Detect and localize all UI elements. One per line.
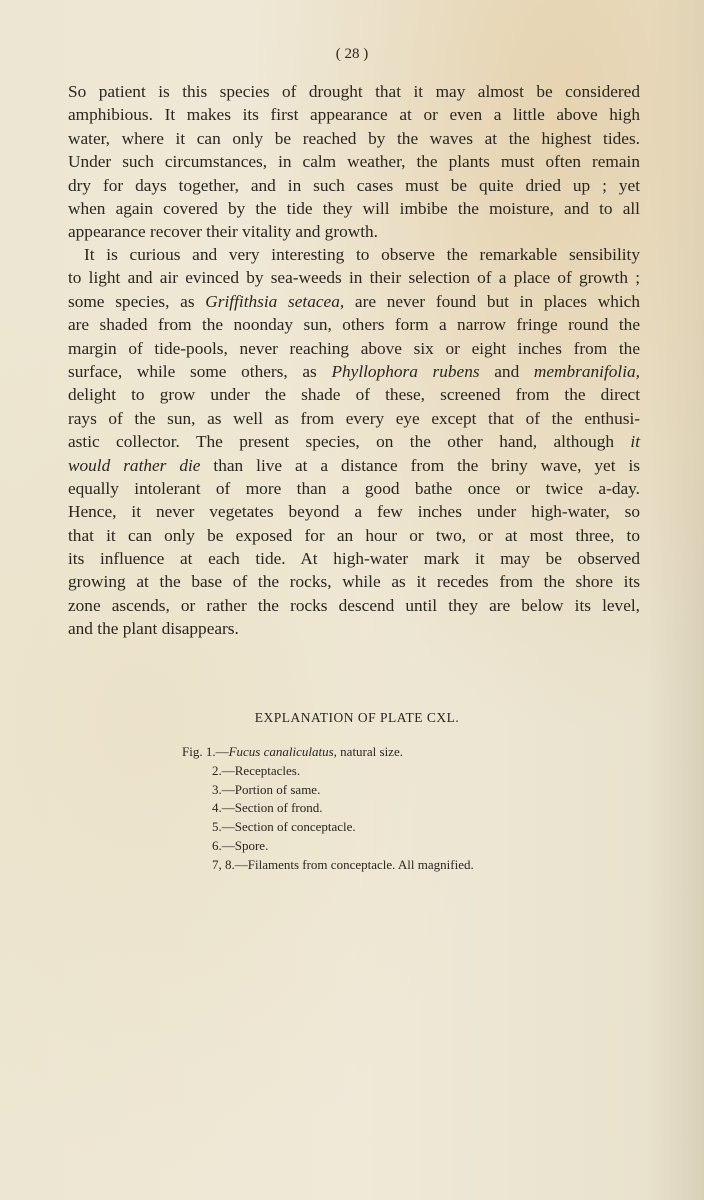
text-segment: natural size. — [336, 744, 403, 759]
text-segment: 2.—Receptacles. — [212, 762, 301, 778]
text-line — [68, 547, 640, 570]
figure-item — [182, 799, 474, 818]
text-segment: and — [479, 361, 534, 381]
text-segment: appearance recover their vitality and growth. — [68, 222, 378, 242]
text-segment: amphibious. It makes its first appearance at or even a little above high — [68, 105, 640, 125]
text-segment: 4.—Section of frond. — [212, 800, 323, 816]
text-line — [68, 594, 640, 617]
text-segment: growing at the base of the rocks, while as it recedes from the shore its — [68, 572, 640, 592]
text-segment: than live at a distance from the briny wave, yet is — [200, 455, 640, 475]
italic-text: would rather die — [68, 455, 201, 475]
text-segment: rays of the sun, as well as from every eye except that of the enthusi- — [68, 408, 640, 428]
text-segment: equally intolerant of more than a good bathe once or twice a-day. — [68, 478, 640, 498]
text-segment: to light and air evinced by sea-weeds in their selection of a place of growth ; — [68, 268, 640, 288]
text-segment: So patient is this species of drought that it may almost be considered — [68, 82, 640, 101]
figure-item — [182, 781, 474, 800]
text-segment: 7, 8.—Filaments from conceptacle. All magnified. — [212, 856, 474, 872]
text-segment: some species, as — [68, 291, 206, 311]
text-line — [68, 407, 640, 430]
text-line — [68, 337, 640, 360]
text-line — [68, 150, 640, 173]
text-segment: 5.—Section of conceptacle. — [212, 819, 356, 835]
text-segment: when again covered by the tide they will imbibe the moisture, and to all — [68, 198, 640, 218]
text-line — [68, 80, 640, 103]
figure-list — [182, 743, 474, 875]
text-segment: 3.—Portion of same. — [212, 781, 321, 797]
text-segment: and the plant disappears. — [68, 619, 239, 639]
text-segment: water, where it can only be reached by the waves at the highest tides. — [68, 128, 640, 148]
italic-text: Phyllophora rubens — [331, 361, 480, 381]
text-line — [68, 570, 640, 593]
italic-text: membranifolia, — [533, 361, 640, 381]
text-line — [68, 360, 640, 383]
text-segment: 6.—Spore. — [212, 837, 269, 853]
text-line — [68, 174, 640, 197]
figure-item — [182, 818, 474, 837]
italic-text: Fucus canaliculatus, — [228, 744, 337, 759]
text-line — [68, 617, 640, 640]
text-segment: that it can only be exposed for an hour or two, or at most three, to — [68, 525, 640, 545]
text-line — [68, 127, 640, 150]
text-line — [68, 383, 640, 406]
text-segment: Hence, it never vegetates beyond a few inches under high-water, so — [68, 502, 640, 522]
text-segment: Fig. 1.— — [182, 744, 229, 759]
plate-explanation-title: EXPLANATION OF PLATE CXL. — [254, 710, 460, 725]
text-line — [68, 430, 640, 453]
text-segment: are shaded from the noonday sun, others form a narrow fringe round the — [68, 315, 640, 335]
text-line — [68, 103, 640, 126]
text-line — [68, 524, 640, 547]
text-line — [68, 454, 640, 477]
text-segment: margin of tide-pools, never reaching above six or eight inches from the — [68, 338, 640, 358]
text-line — [68, 266, 640, 289]
text-line — [68, 290, 640, 313]
text-segment: astic collector. The present species, on the other hand, although — [68, 432, 631, 452]
italic-text: it — [630, 432, 640, 452]
text-line — [68, 477, 640, 500]
text-segment: It is curious and very interesting to observe the remarkable sensibility — [84, 245, 640, 264]
text-line — [68, 500, 640, 523]
text-segment: its influence at each tide. At high-water mark it may be observed — [68, 549, 640, 569]
text-segment: Under such circumstances, in calm weather, the plants must often remain — [68, 152, 640, 172]
text-line — [68, 313, 640, 336]
text-segment: zone ascends, or rather the rocks descend until they are below its level, — [68, 595, 640, 615]
text-segment: dry for days together, and in such cases must be quite dried up ; yet — [68, 175, 640, 195]
page-number: ( 28 ) — [335, 46, 369, 62]
figure-item — [182, 743, 474, 762]
text-line — [68, 197, 640, 220]
paragraph-2 — [68, 243, 640, 641]
figure-item — [182, 856, 474, 875]
text-segment: surface, while some others, as — [68, 361, 332, 381]
text-line — [68, 220, 640, 243]
italic-text: Griffithsia setacea, — [205, 291, 345, 311]
figure-item — [182, 837, 474, 856]
paragraph-1 — [68, 80, 640, 244]
text-segment: delight to grow under the shade of these, screened from the direct — [68, 385, 640, 405]
figure-item — [182, 762, 474, 781]
text-segment: are never found but in places which — [344, 291, 640, 311]
text-line — [68, 243, 640, 266]
